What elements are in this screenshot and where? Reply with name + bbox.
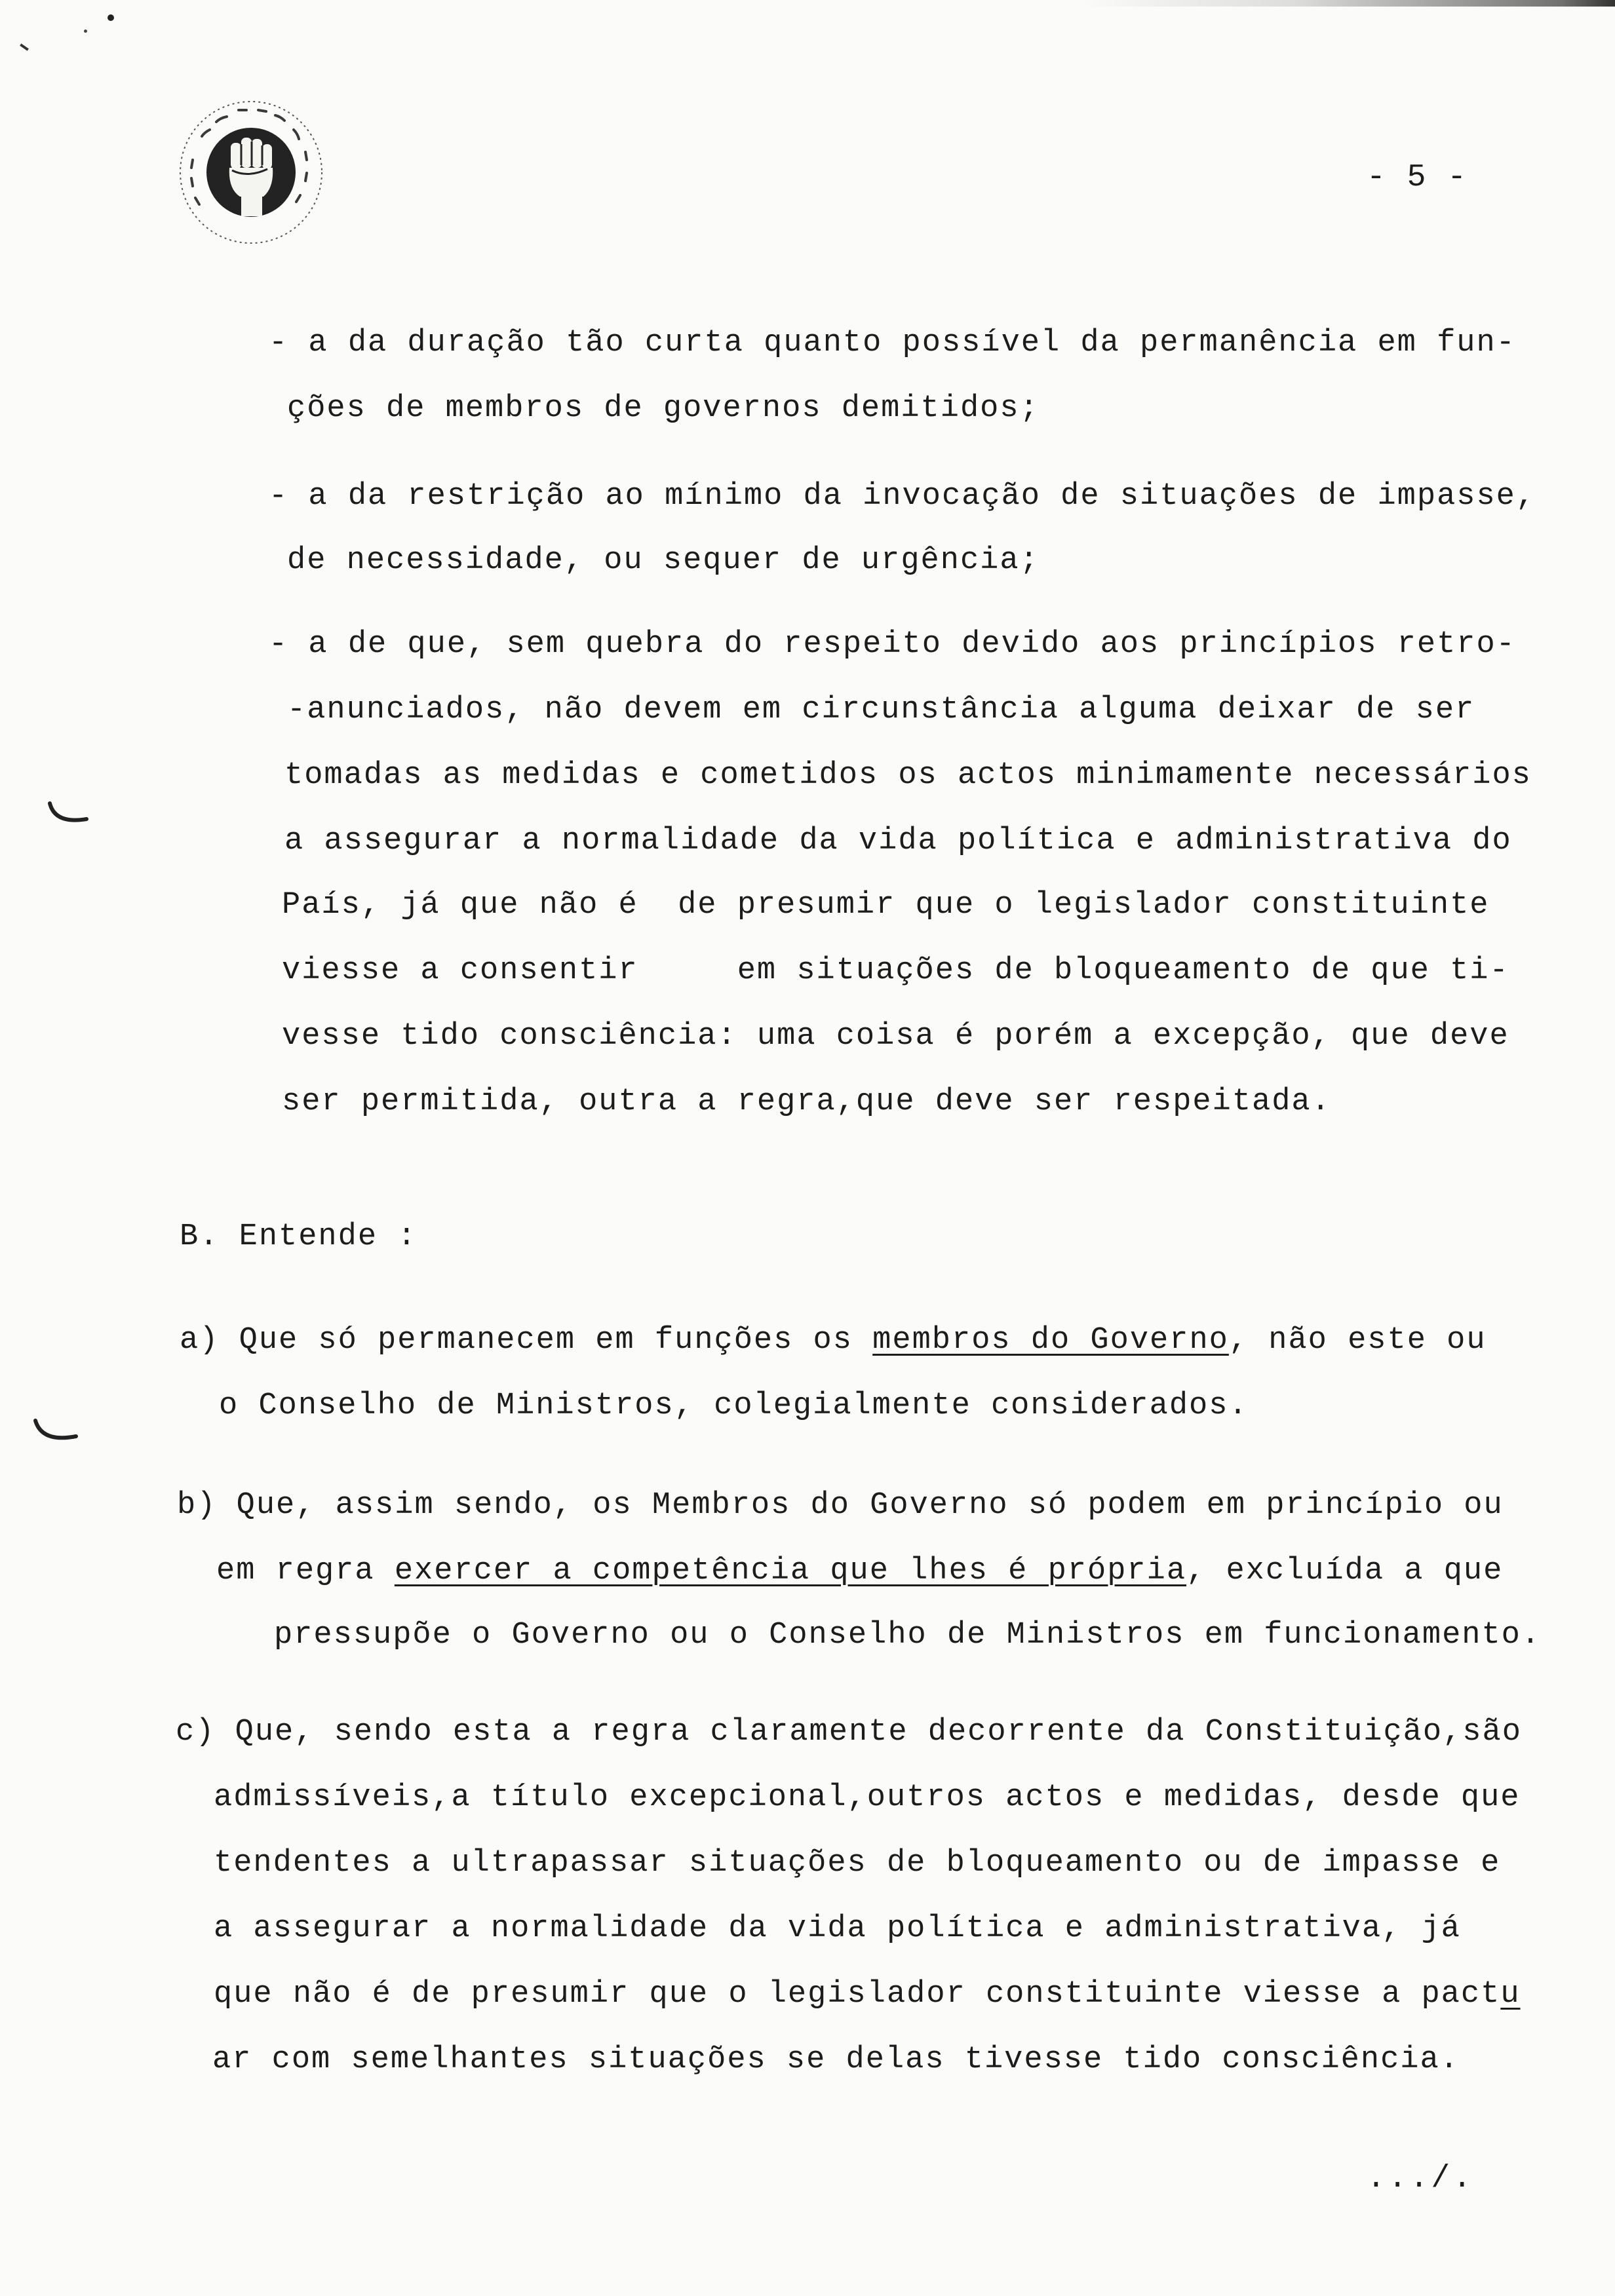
scan-dot [84, 29, 87, 33]
section-b-heading: B. Entende : [180, 1219, 418, 1254]
item-c-line-5-start: que não é de presumir que o legislador constituinte viesse a pact [214, 1977, 1501, 2012]
scan-tick [20, 43, 29, 50]
bullet-3-line-5: País, já que não é de presumir que o legislador constituinte [282, 888, 1490, 923]
bullet-3-line-1: - a de que, sem quebra do respeito devido aos princípios retro- [269, 627, 1516, 662]
item-c-line-5 [214, 1975, 1521, 2014]
item-b-line-3: pressupõe o Governo ou o Conselho de Ministros em funcionamento. [274, 1618, 1542, 1653]
bullet-3-line-7: vesse tido consciência: uma coisa é porém a excepção, que deve [282, 1019, 1509, 1054]
page-number: - 5 - [1367, 160, 1468, 195]
continuation-mark: .../. [1367, 2161, 1475, 2196]
item-c-line-3: tendentes a ultrapassar situações de bloqueamento ou de impasse e [214, 1846, 1501, 1881]
item-c-underlined-letter: u [1500, 1977, 1521, 2012]
item-c-line-6: ar com semelhantes situações se delas tivesse tido consciência. [212, 2042, 1460, 2077]
item-b-line-2-start: em regra [216, 1554, 395, 1588]
item-b-line-1: b) Que, assim sendo, os Membros do Governo só podem em princípio ou [177, 1488, 1504, 1523]
item-a-line-1-end: , não este ou [1228, 1323, 1487, 1358]
scan-dot [107, 14, 114, 21]
party-logo [176, 97, 326, 248]
bullet-2-line-1: - a da restrição ao mínimo da invocação de situações de impasse, [269, 479, 1536, 514]
item-b-underlined-phrase: exercer a competência que lhes é própria [394, 1554, 1187, 1588]
item-a-line-1 [180, 1321, 1487, 1360]
item-c-line-1: c) Que, sendo esta a regra claramente decorrente da Constituição,são [176, 1715, 1522, 1750]
item-b-line-2-end: , excluída a que [1186, 1554, 1504, 1588]
bullet-3-line-6: viesse a consentir em situações de bloqueamento de que ti- [282, 953, 1509, 988]
bullet-2-line-2: de necessidade, ou sequer de urgência; [287, 543, 1040, 578]
item-b-line-2 [216, 1552, 1503, 1591]
bullet-1-line-1: - a da duração tão curta quanto possível da permanência em fun- [269, 326, 1516, 360]
scan-edge-shadow [1081, 0, 1615, 7]
item-c-line-4: a assegurar a normalidade da vida política e administrativa, já [214, 1911, 1461, 1946]
bullet-3-line-3: tomadas as medidas e cometidos os actos minimamente necessários [284, 758, 1532, 793]
bullet-3-line-8: ser permitida, outra a regra,que deve ser respeitada. [282, 1084, 1331, 1119]
item-a-line-1-start: a) Que só permanecem em funções os [180, 1323, 873, 1358]
bullet-3-line-4: a assegurar a normalidade da vida política e administrativa do [284, 824, 1512, 858]
margin-mark [31, 1417, 81, 1451]
bullet-1-line-2: ções de membros de governos demitidos; [287, 391, 1040, 426]
item-c-line-2: admissíveis,a título excepcional,outros actos e medidas, desde que [214, 1780, 1521, 1815]
bullet-3-line-2: -anunciados, não devem em circunstância alguma deixar de ser [287, 693, 1475, 727]
margin-mark [46, 799, 92, 832]
item-a-line-2: o Conselho de Ministros, colegialmente considerados. [219, 1388, 1249, 1423]
item-a-underlined-phrase: membros do Governo [872, 1323, 1229, 1358]
